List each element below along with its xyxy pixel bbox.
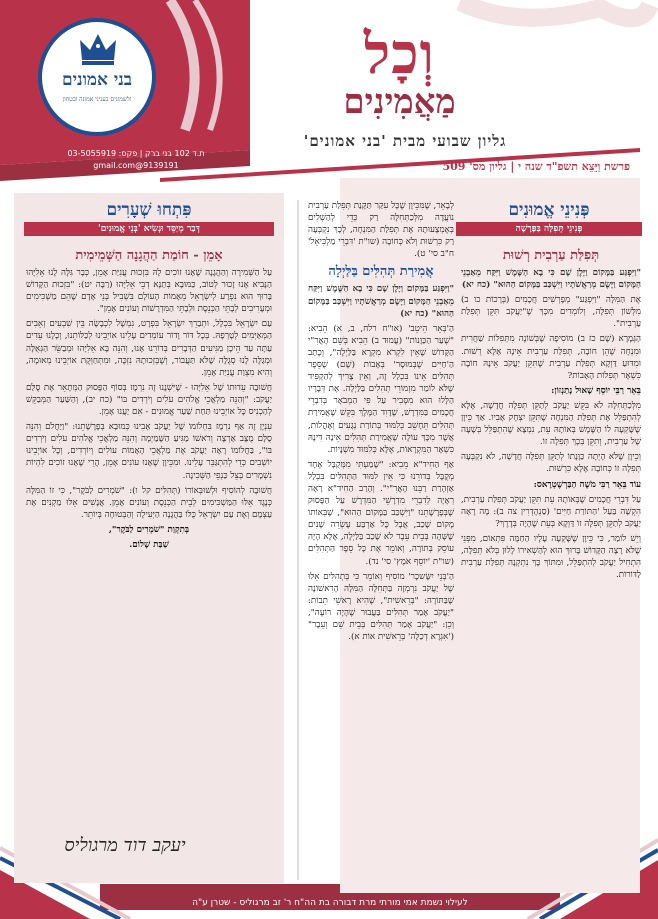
paragraph: אֶת הַמִּלָּה "וַיִּפְגַּע" מְפָרְשִׁים חֲכָמִים (בְּרָכוֹת כו ב) מִלְּשׁוֹן תְּפִלָּה, וְלוֹמְדִים מִכָּךְ שֶׁ"יַעֲקֹב תִּקֵּן תְּפִלַּת עַרְבִית".	[461, 295, 641, 330]
paragraph: עַם יִשְׂרָאֵל בִּכְלָל, וּתְבַרֵךְ יִשְׂרָאֵל בִּפְרָט, נִמְשָׁל לִכְבָשָׂה בֵּין שִׁבְעִים זְאֵבִים הַמְּאַיְּמִים לְטָרְפָהּ. בְּכָל דּוֹר וָדוֹר עוֹמְדִים עָלֵינוּ אוֹיְבֵינוּ לְכַלּוֹתֵנוּ, וְכָלָנוּ עֵדִים עַתָּה עַד הֵיכָן מַגִּיעִים הַדְּבָרִים בְּדוֹרֵנוּ אָנוּ, וְהִנֵּה בָּא אֵלִיָּהוּ וּמְבַשֵּׂר הַגְּאֻלָּה וּמְגַלֶּה לָנוּ סְגֻלָּה שֶׁלֹּא תַּעֲבוֹר, וְשֶׁבְּזְכוּתָהּ נִזְכֶּה, וּמִתְּחַוְּקֻת אוֹיְבֵינוּ מְאוּמָה, וְהִיא מִצְוַת עֲנִיַּת אָמֵן.	[26, 319, 272, 378]
right-column-1	[461, 242, 641, 877]
right-section-bar: פְּנִינֵי תְּפִלָּה בַּפָּרָשָׁה	[456, 222, 642, 236]
masthead-title-sub: מַאֲמִינִים	[343, 82, 456, 122]
crown-icon	[78, 32, 118, 66]
logo	[38, 18, 156, 136]
issue-line: פרשת וַיֵּצֵא תשפ"ד שנה י | גליון מס' 509	[442, 160, 630, 173]
paragraph: הַ'בְּאֵר הֵיטֵב' (או"ח רלח, ב, א) הֵבִיא: "שֶׁעַר הַכַּוָּנוֹת" (עֲמוּד ב) הֵבִיא בְּשֵׁם הָאֲרִ"י הַקָּדוֹשׁ שֶׁאֵין לִקְרֹא מִקְרָא בַּלַּיְלָה", וְכָתַב הַ'חַיִּים שֶׁבְּמוּסָר' בְּאָבוֹת (שָׁם) שֶׁסֵּפֶר תְּהִלִּים אֵינוֹ בִּכְלַל זֶה, וְאֵין צָרִיךְ לְהַקְפִּיד שֶׁלֹּא לוֹמַר מִזְמוֹרֵי תְהִלִּים בַּלַּיְלָה. אֶת דְּבָרָיו הַלָּלוּ הוּא מִסְּבִיר עַל פִּי הַמְבֹאָר בְּדִבְרֵי חֲכָמִים בַּמִּדְרָשׁ, שֶׁדָּוִד הַמֶּלֶךְ בִּקֵּשׁ שֶׁאֲמִירַת תְּהִלִּים תֵּחָשֵׁב כְּלִמּוּד בְּתוֹרַת נְגָעִים וְאָהֳלוֹת, אֲשֶׁר מִכָּךְ עוֹלֶה שֶׁאֲמִירַת תְּהִלִּים אֵינָהּ דִּינָהּ כִּשְׁאָר הַמִּקְרָאוֹת, אֶלָּא כְּלִמּוּד מִשְׁנָיוֹת.	[308, 323, 454, 455]
article-heading-2: אֲמִירַת תְּהִלִּים בַּלַּיְלָה	[328, 264, 434, 280]
paragraph: עִנְיָן זֶה אַף נִרְמָז בִּחְלוֹמוֹ שֶׁל יַעֲקֹב אָבִינוּ כְּמוּבָא בְּפָרָשָׁתֵנוּ: "וַיַּחֲלֹם וְהִנֵּה סֻלָּם מֻצָּב אַרְצָה וְרֹאשׁוֹ מַגִּיעַ הַשָּׁמַיְמָה וְהִנֵּה מַלְאֲכֵי אֱלֹהִים עֹלִים וְיֹרְדִים בּוֹ", בַּחֲלוֹמוֹ רָאָה יַעֲקֹב אֶת מַלְאֲכֵי הָאָמוֹת עוֹלִים וְיוֹרְדִים, וְכָל אוֹיְבֵינוּ יוֹשְׁבִים כְּדֵי לְהִתְגַּבֵּר עָלֵינוּ. וּמִכֵּיוָן שֶׁאָנוּ עוֹנִים אָמֵן, הֲרֵי שֶׁאָנוּ זוֹכִים לִהְיוֹת נִשְׁמָרִים בְּצֵל כַּנְפֵי הַשְּׁכִינָה.	[26, 422, 272, 481]
paragraph: הַגְּמָרָא (שָׁם כז ב) מוֹסִיפָה שֶׁבְּשׁוֹנֶה מִתְּפִלּוֹת שַׁחֲרִית וּמִנְחָה שֶׁהֵן חוֹבָה, תְּפִלַּת עַרְבִית אֵינָהּ אֶלָּא רְשׁוּת. וּמִדּוּעַ דַּוְקָא תְּפִלַּת עַרְבִית שֶׁתִּקֵּן יַעֲקֹב אֵינָהּ חוֹבָה כִּשְׁאָר תְּפִלּוֹת הָאָבוֹת?	[461, 334, 641, 381]
footer-dedication: לעילוי נשמת אמי מורתי מרת דבורה בת הה"ח ר' זב מרגוליס - שטרן ע"ה	[192, 898, 468, 908]
paragraph: וְכֵיוָן שֶׁלֹּא הָיְתָה כַּוָּנָתוֹ לְתַקֵּן תְּפִלָּה חֲדָשָׁה, לֹא נִקְבְּעָה תְּפִלָּה זוֹ כְּחוֹבָה אֶלָּא כִּרְשׁוּת.	[461, 452, 641, 475]
paragraph: עוֹד בֵּאֵר רַבִּי מֹשֶׁה הַבַּרְשֶׁטְרָאס:	[533, 479, 641, 490]
paragraph: לְבָאֵר, שֶׁמִּכֵּיוָן שֶׁכָּל עִקַּר תַּקָּנַת תְּפִלַּת עַרְבִית נוֹעֲדָה מִלְּכַתְּחִלָּה רַק כְּדֵי לְהַשְׁלִים בְּאֶמְצָעוּתָהּ אֶת תְּפִלַּת הַמִּנְחָה, לְכָךְ נִקְבְּעָה רַק כִּרְשׁוּת וְלֹא כְּחוֹבָה (שו"ת 'דִּבְרֵי מַלְכִּיאֵל' ח"ב סי' ט).	[308, 201, 454, 260]
paragraph: אַף הַחִיד"א מֵבִיא: "שָׁמַעְתִּי מִמְּקֻבָּל אֶחָד מְקֻבָּל בְּדוֹרֵנוּ כִּי אֵין לִמּוּד הַתְּהִלִּים בִּכְלַל אַזְהָרַת רַבֵּנוּ הָאֲרִ"י". וְהָרַב הַחִיד"א רָאָה רְאָיָה לְדִבְרֵי מִדְרָשֵׁי הַמִּדְרָשׁ עַל הַפָּסוּק שֶׁבְּפָרָשָׁתֵנוּ "וַיִּשְׁכַּב בַּמָּקוֹם הַהוּא", שֶׁבְּאוֹתוֹ מָקוֹם שָׁכַב, אֲבָל כָּל אַרְבַּע עֶשְׂרֵה שָׁנִים שֶׁשָּׁהָה בְּבֵית עֵבֶר לֹא שָׁכַב בַּלַּיְלָה, אֶלָּא הָיָה עוֹסֵק בְּתוֹרָה, וְאוֹמֵר אֶת כָּל סֵפֶר הַתְּהִלִּים (שו"ת 'יוֹסֵף אֹמֶץ' סי' נד).	[308, 459, 454, 567]
masthead-subtitle: גליון שבועי מבית 'בני אמונים'	[303, 132, 507, 150]
closing-line-2: שַׁבַּת שָׁלוֹם.	[129, 539, 169, 550]
masthead-title-main: וְכָל	[364, 21, 435, 87]
paragraph: "וַיִּפְגַּע בַּמָּקוֹם וַיָּלֶן שָׁם כִּי בָא הַשֶּׁמֶשׁ וַיִּקַּח מֵאַבְנֵי הַמָּקוֹם וַיָּשֶׂם מְרַאֲשֹׁתָיו וַיִּשְׁכַּב בַּמָּקוֹם הַהוּא" (כח יא)	[461, 268, 641, 291]
contact-info	[20, 148, 252, 172]
logo-small-text: ולשמונים בעניני אמונה ובטחון	[62, 96, 132, 103]
paragraph: "וַיִּפְגַּע בַּמָּקוֹם וַיָּלֶן שָׁם כִּי בָא הַשֶּׁמֶשׁ וַיִּקַּח מֵאַבְנֵי הַמָּקוֹם וַיָּשֶׂם מְרַאֲשֹׁתָיו וַיִּשְׁכַּב בַּמָּקוֹם הַהוּא" (כח יא)	[308, 284, 454, 319]
article-heading-left: אָמֵן - חוֹמַת הַהֲגָנָה הַשְּׁמֵימִית	[75, 248, 223, 263]
left-column	[26, 242, 272, 830]
paragraph: וְיֵשׁ לוֹמַר, כִּי כֵּיוָן שֶׁשָּׁקְעָה עָלָיו הַחַמָּה פִּתְאוֹם, מִפְּנֵי שֶׁלֹּא רָצָה הַקָּדוֹשׁ בָּרוּךְ הוּא לְהַשְׁאִירוֹ לָלוּן בְּלֹא תְּפִלָּה, הִתְחִיל יַעֲקֹב לְהִתְפַּלֵּל, וּמִתּוֹךְ כָּךְ נִתְקְנָה תְּפִלַּת עַרְבִית לַדּוֹרוֹת.	[461, 533, 641, 581]
right-section-heading: פְּנִינֵי אֱמוּנִים	[508, 200, 590, 220]
contact-email: 9139191@gmail.com	[93, 161, 179, 170]
paragraph: הַ'בְּנֵי יִשָּׂשכָר' מוֹסִיף וְאוֹמֵר כִּי בְּתְהִלִּים אֵלּוּ שֶׁל יַעֲקֹב נִרְמְזָה בַּתְּחִלָּה הַמִּלָּה הָרִאשׁוֹנָה שֶׁבַּתּוֹרָה: "בְּרֵאשִׁית", שֶׁהִיא רָאשֵׁי תֵבוֹת: "יַעֲקֹב אָמַר תְּהִלִּים בַּעֲבוּר שֶׁהָיָה רוֹעֶה", וְכֵן: "יַעֲקֹב אָמַר תְּהִלִּים בְּבֵית שֵׁם וְעֵבֶר" ('אִגְרָא דְכַלָּה' בְּרֵאשִׁית אוֹת א).	[308, 571, 454, 643]
logo-name: בני אמונים	[61, 70, 133, 90]
masthead-title	[172, 22, 627, 120]
paragraph: מִלְּכַתְּחִלָּה לֹא בִּקֵּשׁ יַעֲקֹב לְתַקֵּן תְּפִלָּה חֲדָשָׁה, אֶלָּא לְהִתְפַּלֵּל אֶת תְּפִלַּת הַמִּנְחָה שֶׁתִּקֵּן יִצְחָק אָבִיו. אַךְ כֵּיוָן שֶׁשָּׁקְעָה לוֹ הַשֶּׁמֶשׁ בְּאוֹתָהּ עֵת, נִמְצָא שֶׁהִתְפַּלֵּל בְּשָׁעָה שֶׁל עַרְבִית, וְתִקֵּן בְּכָךְ תְּפִלָּה זוֹ.	[461, 400, 641, 448]
paragraph: עַל הַשְּׁמִירָה וְהַהֲגָנָה שֶׁאָנוּ זוֹכִים לָהּ בִּזְכוּת עֲנִיַּת אָמֵן, כְּבָר גִּלָּה לָנוּ אֵלִיָּהוּ הַנָּבִיא אָנוּ זָכוּר לְטוֹב, כַּמּוּבָא בְּתַנָּא דְבֵי אֵלִיָּהוּ (רַבָּה יט): "בִּזְכוּת הַקָּדוֹשׁ בָּרוּךְ הוּא נִפְרָע לְיִשְׂרָאֵל מֵאָמוֹת הָעוֹלָם בִּשְׁבִיל בְּנֵי אָדָם שֶׁהֵם מַשְׁכִּימִים וּמְעָרִיבִים לְבָתֵּי הַכְּנֵסֶת וּלְבָתֵּי הַמִּדְרָשׁוֹת וְעוֹנִים אָמֵן".	[26, 268, 272, 315]
left-section-bar: דְּבַר מְיַסֵּד וּנְשִׂיא 'בְּנֵי אֱמוּנִים'	[24, 222, 274, 236]
right-column-2	[308, 200, 454, 877]
paragraph: חֲשׁוּבָה לְהוֹסִיף וּלְשׁוּבְּאוֹרוֹ (תְּהִלִּים קל ו): "שֹׁמְרִים לַבֹּקֶר", כִּי זוֹ הַמִּלָּה כְּנֶגֶד אֵלּוּ הַמַּשְׁכִּימִים לְבֵית הַכְּנֵסֶת וְעוֹנִים אָמֵן. אֲנָשִׁים אֵלּוּ מַקְנִים אֶת עַצְמָם וְאֶת עַם יִשְׂרָאֵל כֻּלּוֹ בַּהֲגָנָה הַיְּעִילָה וְהַבְּטוּחָה בְּיוֹתֵר.	[26, 485, 272, 520]
paragraph: חֲשׁוּבָה עֵדוּתוֹ שֶׁל אֵלִיָּהוּ - שֶׁיִּשְׁנָנוּ זֶה נִרְמָז בְּסוֹף הַפָּסוּק הַמְּתָאֵר אֶת סֻלַּם יַעֲקֹב: "וְהַנֵּה מַלְאֲכֵי אֱלֹהִים עֹלִים וְיֹרְדִים בּוֹ" (כח יב), וְהַשַּׁעַר הַמְּבַקֵּשׁ לְהַכְנִיס כָּל אוֹיְבֵינוּ תַּחַת שַׁעַר אֱמוּנִים - אִם יַעֲנוּ אָמֵן.	[26, 382, 272, 418]
article-heading-1: תְּפִלַּת עַרְבִית רְשׁוּת	[502, 248, 600, 263]
signature: יעקב דוד מרגוליס	[64, 835, 186, 856]
left-section-heading: פִּתְחוּ שְׁעָרִים	[106, 200, 192, 220]
closing-line-1: בְּתִקְוַת "שֹׁמְרִים לַבֹּקֶר",	[108, 524, 190, 535]
paragraph: בֵּאֵר רַבֵּי יוֹסֵף שָׁאוּל נָתַנְזוֹן:	[551, 385, 641, 396]
paragraph: עַל דִּבְרֵי חֲכָמִים שֶׁבְּאוֹתָהּ עֵת תִּקֵּן יַעֲקֹב תְּפִלַּת עַרְבִית, הִקְשָׁה בַּעַל 'הַתּוֹרַת חַיִּים' (סַנְהֶדְרִין צה ב): מָה רָאָה יַעֲקֹב לְתַקֵּן תְּפִלָּה זוֹ דַּוְקָא בְּעֵת שֶׁהָיָה בְּדֶרֶךְ?	[461, 494, 641, 529]
contact-line1: ת.ד 102 בני ברק | פקס: 03-5055919	[67, 149, 205, 158]
